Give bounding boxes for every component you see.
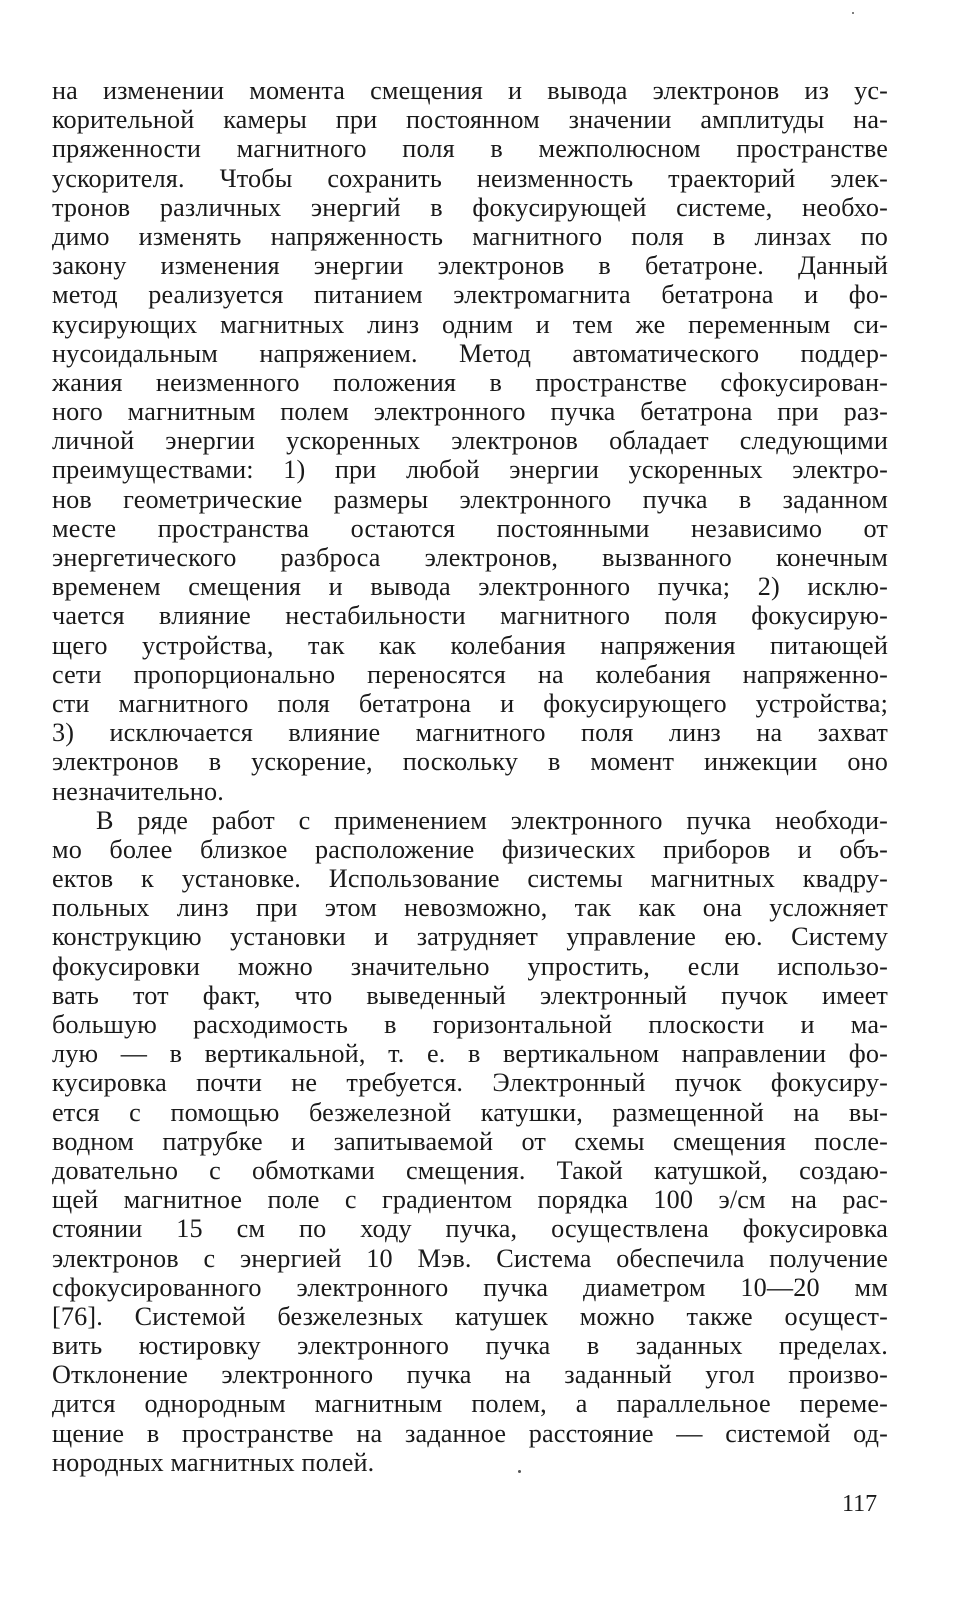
text-line: ется с помощью безжелезной катушки, размещенной на вы- — [52, 1097, 888, 1127]
text-line: щение в пространстве на заданное расстояние — системой од- — [52, 1418, 888, 1448]
text-line: дится однородным магнитным полем, а параллельное переме- — [52, 1389, 888, 1419]
page-number: 117 — [842, 1491, 878, 1517]
text-line: на изменении момента смещения и вывода электронов из ус- — [52, 76, 888, 105]
text-line: чается влияние нестабильности магнитного поля фокусирую- — [52, 601, 888, 631]
text-line: кусирующих магнитных линз одним и тем же переменным си- — [52, 309, 888, 339]
text-line: ускорителя. Чтобы сохранить неизменность траекторий элек- — [52, 163, 888, 193]
text-line: Отклонение электронного пучка на заданный угол произво- — [52, 1360, 888, 1390]
text-line: лую — в вертикальной, т. е. в вертикальном направлении фо- — [52, 1039, 888, 1069]
text-line: нородных магнитных полей. — [52, 1447, 375, 1477]
text-line: незначительно. — [52, 776, 224, 806]
text-line: закону изменения энергии электронов в бетатроне. Данный — [52, 251, 888, 281]
text-line: димо изменять напряженность магнитного поля в линзах по — [52, 221, 888, 251]
text-line: сти магнитного поля бетатрона и фокусирующего устройства; — [52, 688, 888, 718]
text-line: пряженности магнитного поля в межполюсном пространстве — [52, 134, 888, 164]
text-line: [76]. Системой безжелезных катушек можно также осущест- — [52, 1301, 888, 1331]
text-line: довательно с обмотками смещения. Такой катушкой, создаю- — [52, 1155, 888, 1185]
print-speck — [852, 12, 854, 14]
text-line: мо более близкое расположение физических приборов и объ- — [52, 834, 888, 864]
text-line: жания неизменного положения в пространстве сфокусирован- — [52, 367, 888, 397]
text-line: тронов различных энергий в фокусирующей системе, необхо- — [52, 192, 888, 222]
text-line: кусировка почти не требуется. Электронный пучок фокусиру- — [52, 1068, 888, 1098]
text-line: водном патрубке и запитываемой от схемы смещения после- — [52, 1126, 888, 1156]
text-line: В ряде работ с применением электронного пучка необходи- — [96, 805, 888, 835]
text-line: стоянии 15 см по ходу пучка, осуществлена фокусировка — [52, 1214, 888, 1244]
text-line: личной энергии ускоренных электронов обладает следующими — [52, 426, 888, 456]
text-line: нусоидальным напряжением. Метод автоматического поддер- — [52, 338, 888, 368]
text-line: нов геометрические размеры электронного пучка в заданном — [52, 484, 888, 514]
text-line: электронов в ускорение, поскольку в момент инжекции оно — [52, 747, 888, 777]
text-line: фокусировки можно значительно упростить, если использо- — [52, 951, 888, 981]
text-line: метод реализуется питанием электромагнита бетатрона и фо- — [52, 280, 888, 310]
text-line: 3) исключается влияние магнитного поля линз на захват — [52, 718, 888, 748]
paragraph — [52, 806, 888, 1477]
text-line: вить юстировку электронного пучка в заданных пределах. — [52, 1331, 888, 1361]
print-speck — [518, 1470, 521, 1473]
text-line: энергетического разброса электронов, вызванного конечным — [52, 543, 888, 572]
text-line: вать тот факт, что выведенный электронный пучок имеет — [52, 980, 888, 1010]
text-line: преимуществами: 1) при любой энергии ускоренных электро- — [52, 455, 888, 485]
text-line: конструкцию установки и затрудняет управление ею. Систему — [52, 922, 888, 952]
text-line: корительной камеры при постоянном значении амплитуды на- — [52, 105, 888, 135]
text-line: месте пространства остаются постоянными независимо от — [52, 513, 888, 543]
text-line: польных линз при этом невозможно, так как она усложняет — [52, 893, 888, 923]
text-line: временем смещения и вывода электронного пучка; 2) исклю- — [52, 572, 888, 602]
text-line: большую расходимость в горизонтальной плоскости и ма- — [52, 1010, 888, 1039]
text-line: сети пропорционально переносятся на колебания напряженно- — [52, 659, 888, 689]
text-line: ектов к установке. Использование системы магнитных квадру- — [52, 864, 888, 894]
text-line: ного магнитным полем электронного пучка бетатрона при раз- — [52, 397, 888, 427]
paragraph — [52, 76, 888, 806]
body-text — [52, 76, 888, 1477]
text-line: электронов с энергией 10 Мэв. Система обеспечила получение — [52, 1243, 888, 1273]
text-line: щего устройства, так как колебания напряжения питающей — [52, 630, 888, 660]
text-line: щей магнитное поле с градиентом порядка 100 э/см на рас- — [52, 1185, 888, 1215]
text-line: сфокусированного электронного пучка диаметром 10—20 мм — [52, 1272, 888, 1302]
